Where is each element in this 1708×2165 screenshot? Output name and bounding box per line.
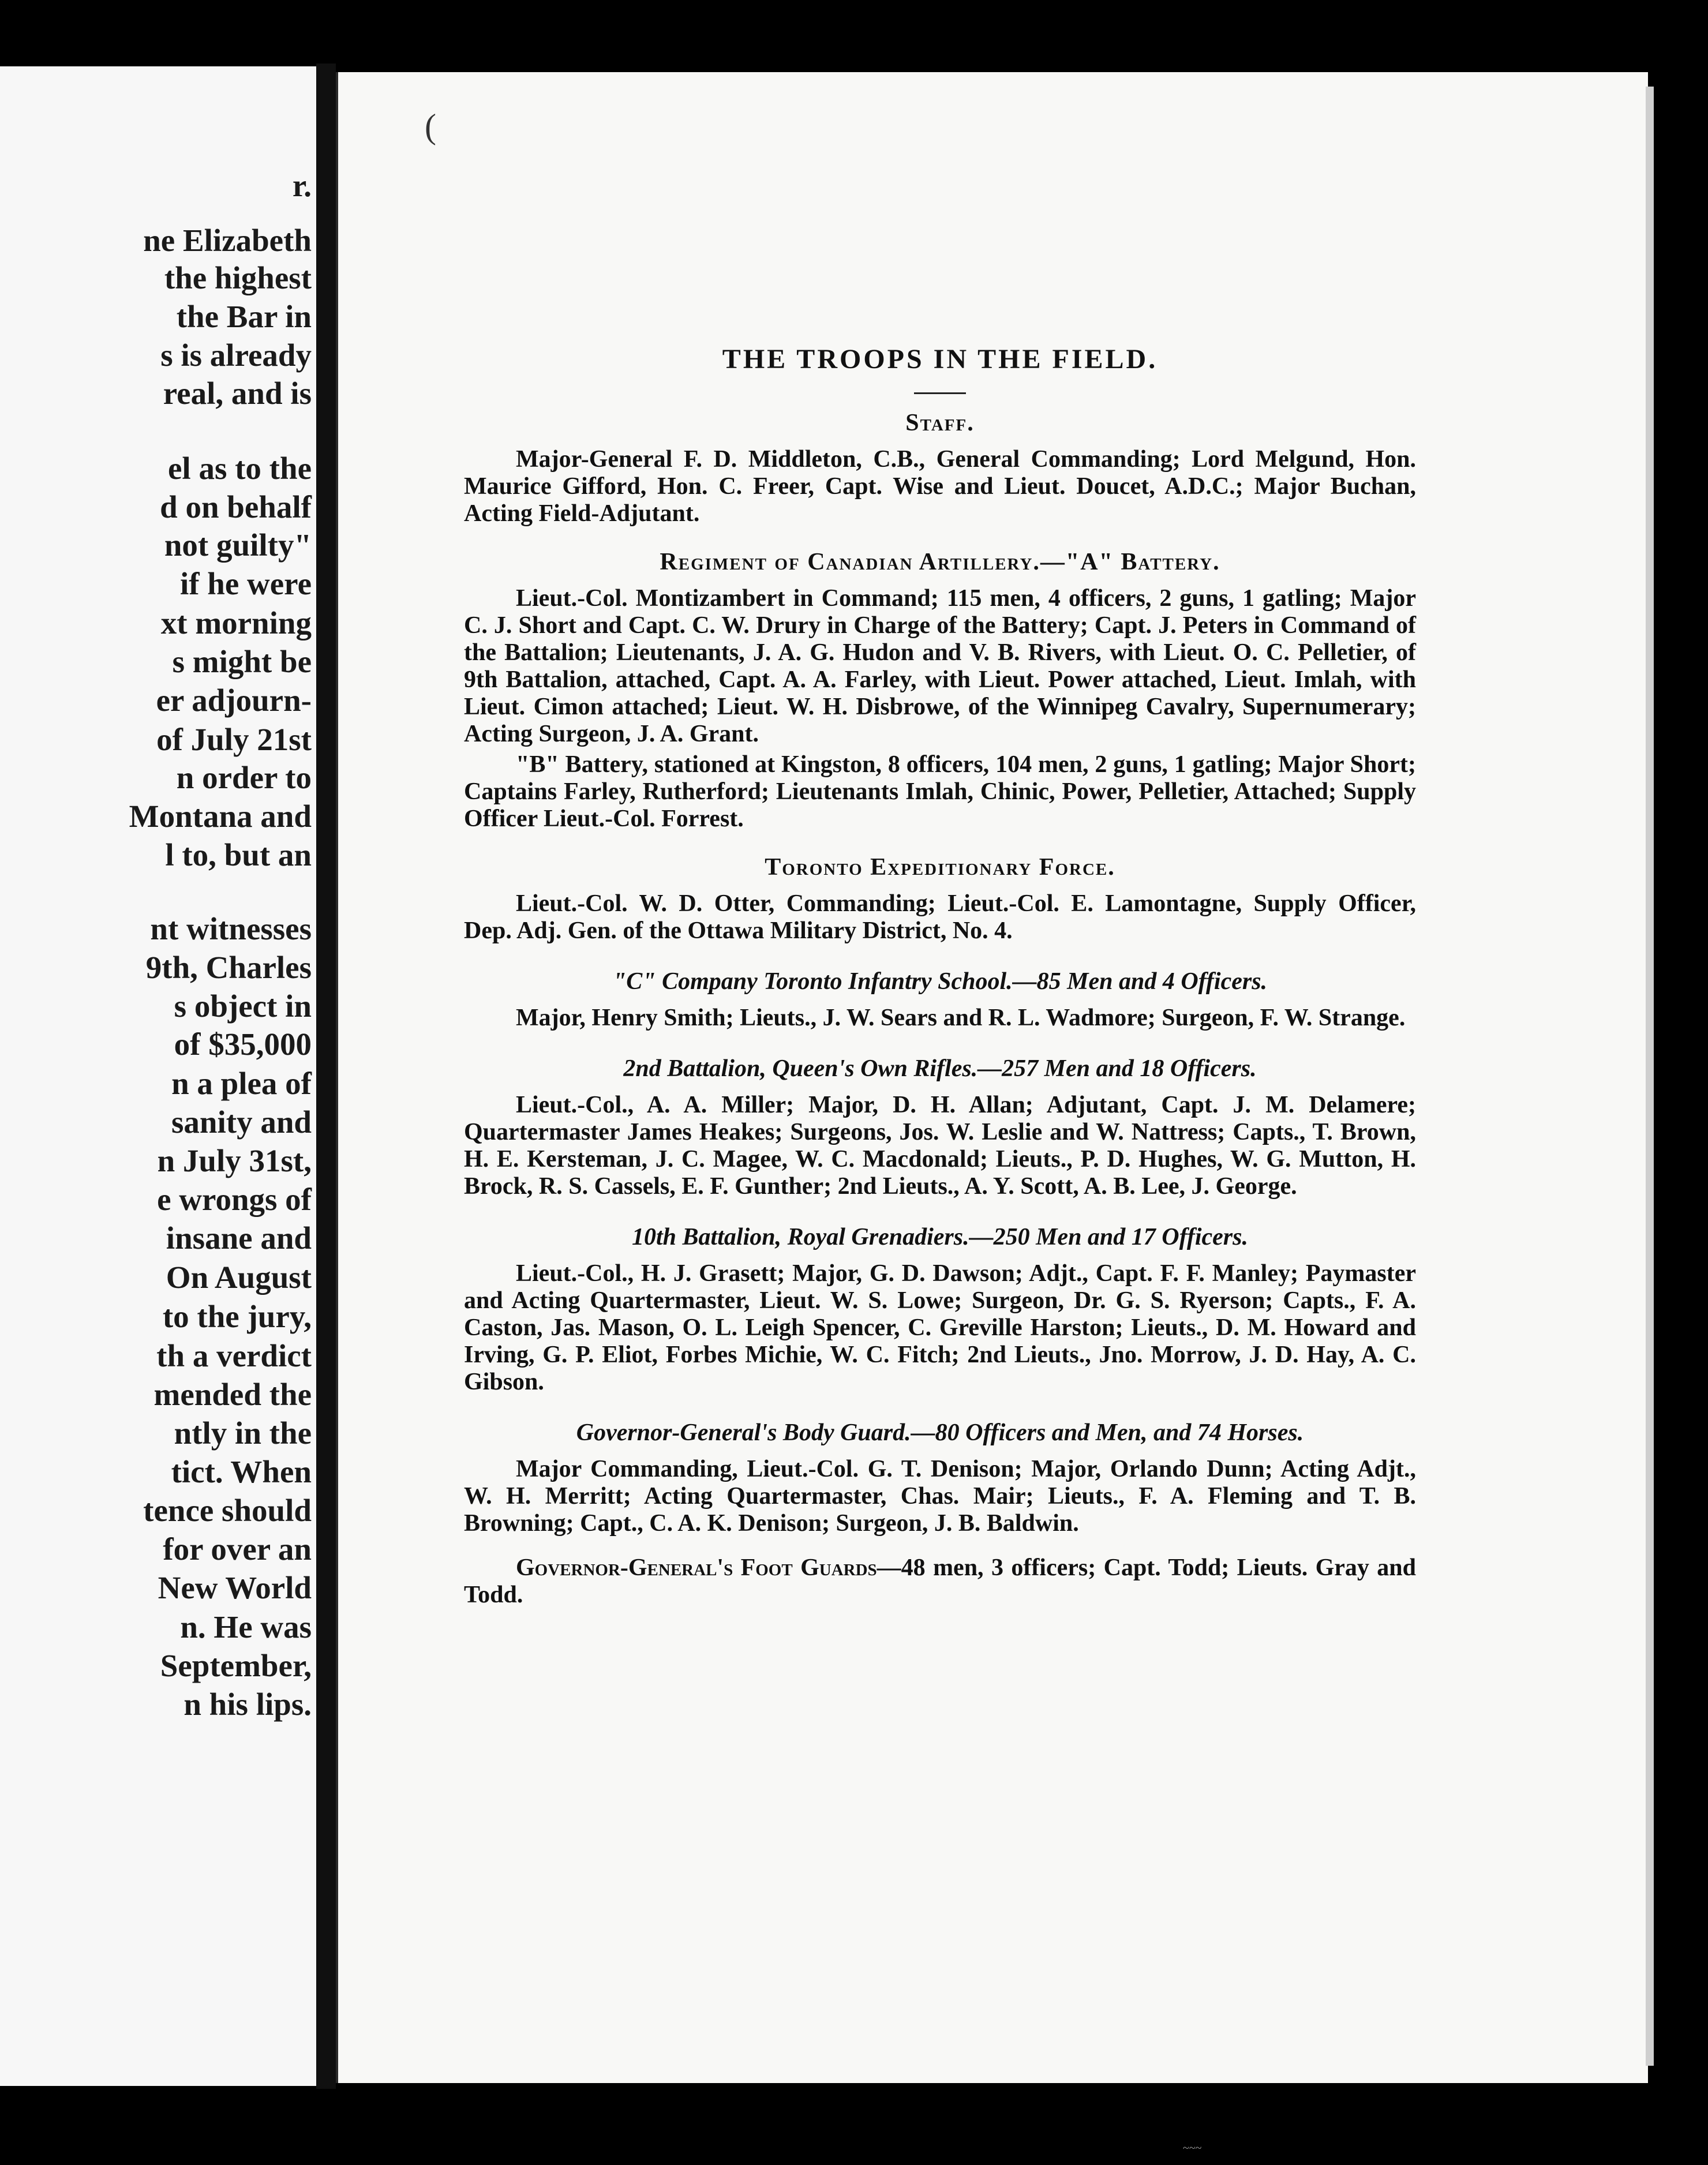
page-title: THE TROOPS IN THE FIELD. [722,344,1158,374]
left-page-line: n order to [176,760,312,795]
left-page-line: er adjourn- [156,683,312,718]
subsection-paragraph: Lieut.-Col., A. A. Miller; Major, D. H. Allan; Adjutant, Capt. J. M. Delamere; Quartermaster James Heakes; Surgeons, Jos. W. Leslie and W. Nattress; Capts., T. Brown, H. E. Kersteman, J. C. Magee, W. C. Macdonald; Lieuts., P. D. Hughes, W. G. Mutton, H. Brock, R. S. Cassels, E. F. Gunther; 2nd Lieuts., A. Y. Scott, A. B. Lee, J. George. [464,1092,1416,1200]
left-page-line: s object in [174,988,312,1024]
left-page-line: to the jury, [162,1299,312,1334]
left-page-line: September, [160,1648,312,1683]
left-page-line: n his lips. [183,1687,312,1722]
left-page-line: the Bar in [176,299,312,334]
left-page-line: s might be [172,644,312,679]
left-page-line: not guilty" [164,527,312,563]
left-page-line: ne Elizabeth [143,223,312,258]
left-page-line: r. [292,168,312,203]
page-mark: ( [425,107,436,145]
left-page-line: s is already [160,338,312,373]
subsection-heading-queens-own: 2nd Battalion, Queen's Own Rifles.—257 Men and 18 Officers. [623,1055,1257,1082]
section-paragraph: Lieut.-Col. W. D. Otter, Commanding; Lieut.-Col. E. Lamontagne, Supply Officer, Dep. Adj. Gen. of the Ottawa Military District, No. 4. [464,890,1416,944]
left-page-line: xt morning [160,605,312,640]
section-paragraph: Major-General F. D. Middleton, C.B., General Commanding; Lord Melgund, Hon. Maurice Gifford, Hon. C. Freer, Capt. Wise and Lieut. Doucet, A.D.C.; Major Buchan, Acting Field-Adjutant. [464,446,1416,527]
left-page-line: n a plea of [171,1066,312,1101]
subsection-paragraph: Lieut.-Col., H. J. Grasett; Major, G. D. Dawson; Adjt., Capt. F. F. Manley; Paymaster and Acting Quartermaster, Lieut. W. S. Lowe; Surgeon, Dr. G. S. Ryerson; Capts., F. A. Caston, Jas. Mason, O. L. Leigh Spencer, C. Greville Harston; Lieuts., D. M. Howard and Irving, G. P. Eliot, Forbes Michie, W. C. Fitch; 2nd Lieuts., Jno. Morrow, J. D. Hay, A. C. Gibson. [464,1260,1416,1395]
left-page-line: tence should [143,1493,312,1528]
section-heading-staff: Staff. [905,410,975,436]
book-gutter [316,63,336,2089]
left-page-line: l to, but an [165,837,312,872]
left-page-line: tict. When [171,1454,312,1489]
subsection-paragraph: Major Commanding, Lieut.-Col. G. T. Denison; Major, Orlando Dunn; Acting Adjt., W. H. Merritt; Acting Quartermaster, Chas. Mair; Lieuts., F. A. Fleming and T. B. Browning; Capt., C. A. K. Denison; Surgeon, J. B. Baldwin. [464,1456,1416,1537]
foot-guards-label: Governor-General's Foot Guards [516,1555,877,1581]
left-page-line: insane and [166,1220,312,1256]
left-page-line: for over an [163,1531,312,1567]
left-page-line: el as to the [168,451,312,486]
section-heading-toronto-force: Toronto Expeditionary Force. [765,854,1115,881]
previous-page-fragment [0,66,316,2086]
left-page-line: real, and is [163,376,312,411]
left-page-line: mended the [153,1377,312,1412]
left-page-line: of July 21st [156,722,312,757]
left-page-line: nt witnesses [150,911,312,946]
section-paragraph: Lieut.-Col. Montizambert in Command; 115 men, 4 officers, 2 guns, 1 gatling; Major C. J. Short and Capt. C. W. Drury in Charge of the Battery; Capt. J. Peters in Command of the Battalion; Lieutenants, J. A. G. Hudon and V. B. Rivers, with Lieut. O. C. Pelletier, of 9th Battalion, attached, Capt. A. A. Farley, with Lieut. Power attached, Lieut. Imlah, with Lieut. Cimon attached; Lieut. W. H. Disbrowe, of the Winnipeg Cavalry, Supernumerary; Acting Surgeon, J. A. Grant. [464,585,1416,747]
final-paragraph [464,1555,1416,1609]
left-page-line: if he were [179,566,312,601]
left-page-line: d on behalf [160,489,312,525]
page-content [464,343,1416,1609]
left-page-line: Montana and [129,799,312,834]
scan-mark: ~~~ [1183,2142,1202,2155]
left-page-line: th a verdict [156,1338,312,1373]
document-page [336,72,1648,2083]
title-rule [914,392,966,394]
left-page-line: 9th, Charles [145,950,312,985]
section-paragraph: "B" Battery, stationed at Kingston, 8 officers, 104 men, 2 guns, 1 gatling; Major Short; Captains Farley, Rutherford; Lieutenants Imlah, Chinic, Power, Pelletier, Attached; Supply Officer Lieut.-Col. Forrest. [464,751,1416,832]
left-page-line: n July 31st, [157,1143,312,1178]
section-heading-artillery: Regiment of Canadian Artillery.—"A" Battery. [660,549,1220,575]
left-page-line: ntly in the [174,1415,312,1451]
left-page-line: n. He was [180,1609,312,1645]
subsection-paragraph: Major, Henry Smith; Lieuts., J. W. Sears and R. L. Wadmore; Surgeon, F. W. Strange. [516,1005,1406,1031]
left-page-line: On August [166,1260,312,1295]
foot-guards-text: —48 men, 3 officers; Capt. Todd; Lieuts. Gray and Todd. [464,1555,1416,1608]
left-page-line: of $35,000 [174,1027,312,1062]
left-page-line: sanity and [171,1104,312,1140]
page-edge [1646,87,1654,2066]
left-page-line: New World [158,1570,312,1605]
left-page-line: e wrongs of [157,1182,312,1217]
subsection-heading-c-company: "C" Company Toronto Infantry School.—85 Men and 4 Officers. [612,968,1268,995]
left-page-line: the highest [164,260,312,295]
subsection-heading-body-guard: Governor-General's Body Guard.—80 Officers and Men, and 74 Horses. [576,1419,1304,1446]
subsection-heading-royal-grenadiers: 10th Battalion, Royal Grenadiers.—250 Men and 17 Officers. [632,1224,1248,1250]
